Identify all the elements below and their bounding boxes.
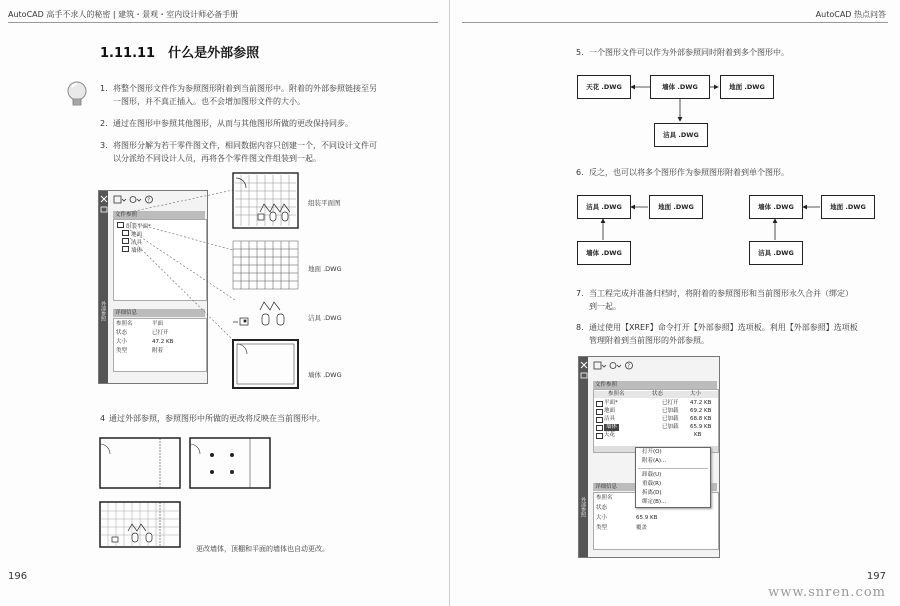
label-fixtures: 洁具 .DWG <box>308 314 342 322</box>
label-floor: 地面 .DWG <box>308 265 342 273</box>
palette-title-bar[interactable]: 外部参照 <box>99 191 108 383</box>
detail-row: 大小 65.9 KB <box>596 515 658 521</box>
item-3: 3. 将图形分解为若干零件图文件，相同数据内容只创建一个，不同设计文件可 以分派给不同设计人员，再将各个零件图文件组装到一起。 <box>100 141 377 163</box>
updated-plan-drawings <box>100 438 270 547</box>
item-4: 4 通过外部参照，参照图形中所做的更改将反映在当前图形中。 <box>100 414 325 423</box>
detail-row: 参照名 <box>596 495 613 501</box>
drawing-icon <box>596 425 603 431</box>
box-floor-2b: 地面 .DWG <box>821 195 875 219</box>
drawing-icon <box>596 433 603 439</box>
box-ceiling: 天花 .DWG <box>577 75 631 99</box>
palette-close-icon[interactable] <box>580 361 588 381</box>
tree-item-3[interactable]: 墙体 <box>122 246 142 253</box>
fixtures-drawing <box>233 302 284 325</box>
assembly-plan-drawing <box>233 173 298 228</box>
bottom-caption: 更改墙体，顶棚和平面的墙体也自动更改。 <box>196 545 329 553</box>
walls-drawing <box>233 340 298 388</box>
page-number-left: 196 <box>8 571 28 582</box>
file-references-header[interactable]: 文件参照 <box>593 381 717 389</box>
watermark: www.snren.com <box>768 585 886 600</box>
col-size[interactable]: 大小 <box>690 391 702 397</box>
page-number-right: 197 <box>866 571 886 582</box>
menu-open[interactable]: 打开(O) <box>642 449 662 455</box>
box-wall-center: 墙体 .DWG <box>650 75 710 99</box>
file-references-header[interactable]: 文件参照 <box>113 211 205 219</box>
table-row[interactable]: 天花 KB <box>594 432 718 439</box>
item-2: 2. 通过在图形中参照其他图形，从而与其他图形所做的更改保持同步。 <box>100 119 353 128</box>
box-fixtures-2b: 洁具 .DWG <box>749 241 803 265</box>
details-header[interactable]: 详细信息 <box>113 309 205 317</box>
xref-palette-right <box>578 356 720 558</box>
item-6: 6. 反之，也可以将多个图形作为参照图形附着到单个图形。 <box>576 168 789 177</box>
menu-detach[interactable]: 拆离(D) <box>642 490 662 496</box>
drawing-icon <box>596 409 603 415</box>
tree-item-2[interactable]: 洁具 <box>122 238 142 245</box>
menu-unload[interactable]: 卸载(U) <box>642 472 662 478</box>
left-header: AutoCAD 高手不求人的秘密 | 建筑・景观・室内设计师必备手册 <box>8 10 239 19</box>
svg-text:?: ? <box>627 363 630 370</box>
file-list <box>593 389 719 453</box>
box-wall-target: 墙体 .DWG <box>749 195 803 219</box>
detail-row: 参照名 平面 <box>116 321 164 327</box>
table-row[interactable]: 洁具 已加载 68.8 KB <box>594 416 718 423</box>
svg-text:?: ? <box>147 197 150 204</box>
box-wall-2a: 墙体 .DWG <box>577 241 631 265</box>
table-row[interactable]: 平面* 已打开 47.2 KB <box>594 400 718 407</box>
item-7: 7. 当工程完成并准备归档时，将附着的参照图形和当前图形永久合并（绑定） 到一起。 <box>576 289 853 311</box>
drawing-icon <box>596 401 603 407</box>
label-walls: 墙体 .DWG <box>308 371 342 379</box>
detail-row: 大小 47.2 KB <box>116 339 174 345</box>
menu-reload[interactable]: 重载(R) <box>642 481 662 487</box>
reference-drawings <box>0 0 449 606</box>
table-row-selected[interactable]: 墙体 已加载 65.9 KB <box>594 424 718 431</box>
box-fixtures: 洁具 .DWG <box>654 123 708 147</box>
menu-bind[interactable]: 绑定(B)... <box>642 499 667 505</box>
label-assembly-plan: 组装平面图 <box>308 199 341 207</box>
menu-attach[interactable]: 附着(A)... <box>642 458 667 464</box>
floor-grid-drawing <box>233 241 298 289</box>
item-1: 1. 将整个图形文件作为参照图形附着到当前图形中。附着的外部参照链接至另 一图形，并不真正插入。也不会增加图形文件的大小。 <box>100 84 377 106</box>
details-header[interactable]: 详细信息 <box>593 483 717 491</box>
detail-row: 类型 附着 <box>116 348 164 354</box>
tree-item-0[interactable]: 组装平面* <box>117 222 151 229</box>
box-fixtures-target: 洁具 .DWG <box>577 195 631 219</box>
list-header <box>594 391 718 398</box>
box-floor: 地面 .DWG <box>720 75 774 99</box>
item-8: 8. 通过使用【XREF】命令打开【外部参照】选项板。利用【外部参照】选项板 管理附着到当前图形的外部参照。 <box>576 323 858 345</box>
detail-row: 状态 已打开 <box>116 330 169 336</box>
attach-dwg-icon[interactable] <box>593 361 637 370</box>
item-5: 5. 一个图形文件可以作为外部参照同时附着到多个图形中。 <box>576 48 789 57</box>
col-name[interactable]: 参照名 <box>608 391 625 397</box>
context-menu <box>635 447 711 508</box>
detail-row: 类型 覆盖 <box>596 525 648 531</box>
tree-item-1[interactable]: 地面 <box>122 230 142 237</box>
table-row[interactable]: 地面 已加载 69.2 KB <box>594 408 718 415</box>
drawing-icon <box>596 417 603 423</box>
box-floor-2a: 地面 .DWG <box>649 195 703 219</box>
palette-title-bar[interactable]: 外部参照 <box>579 357 588 557</box>
col-status[interactable]: 状态 <box>652 391 664 397</box>
header-rule <box>462 22 888 23</box>
section-title: 1.11.11 什么是外部参照 <box>100 46 260 61</box>
detail-row: 状态 <box>596 505 608 511</box>
right-header: AutoCAD 热点问答 <box>815 10 886 19</box>
right-page <box>450 0 900 606</box>
palette-toolbar[interactable] <box>593 361 637 371</box>
menu-separator <box>638 468 708 469</box>
